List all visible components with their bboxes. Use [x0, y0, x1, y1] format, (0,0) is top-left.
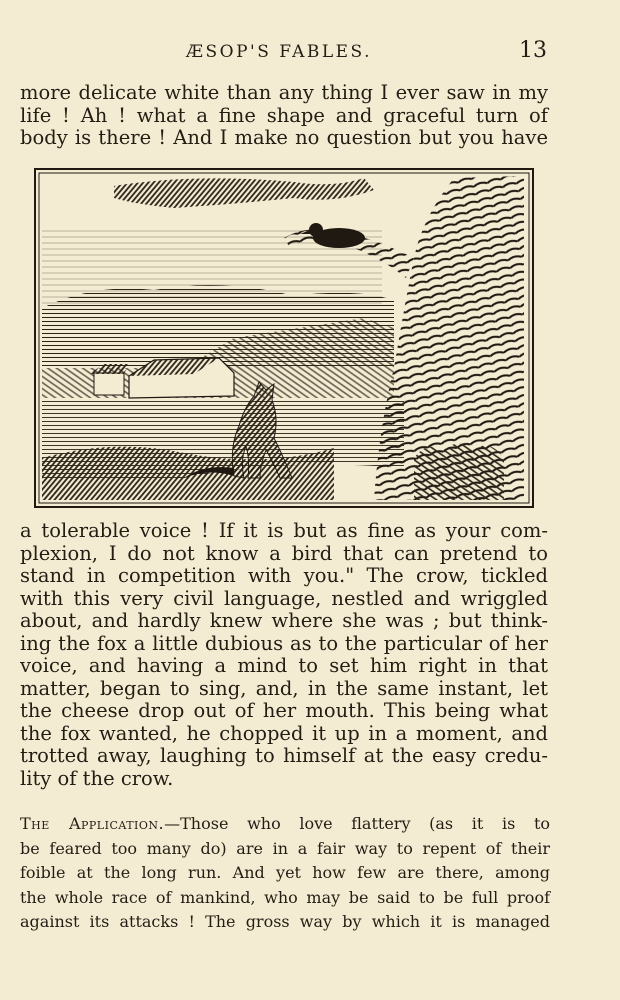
text-line: the cheese drop out of her mouth. This being what: [20, 699, 548, 722]
text-line: voice, and having a mind to set him right in that: [20, 654, 548, 677]
text-line: a tolerable voice ! If it is but as fine as your com-: [20, 519, 548, 542]
top-paragraph: [20, 82, 548, 150]
text-line: lity of the crow.: [20, 766, 174, 790]
text-line: be feared too many do) are in a fair way to repent of their: [20, 838, 550, 858]
text-line: the whole race of mankind, who may be said to be full proof: [20, 887, 550, 907]
text-line: against its attacks ! The gross way by which it is managed: [20, 912, 550, 931]
application-heading: The Application.: [20, 814, 165, 833]
text-line: life ! Ah ! what a fine shape and graceful turn of: [20, 103, 548, 127]
text-line: foible at the long run. And yet how few are there, among: [20, 863, 550, 882]
fox-and-crow-woodcut: [34, 168, 534, 508]
text-line: plexion, I do not know a bird that can pretend to: [20, 541, 548, 565]
application-first-line-text: —Those who love flattery (as it is to: [164, 814, 550, 833]
text-line: trotted away, laughing to himself at the easy credu-: [20, 744, 548, 767]
text-line: with this very civil language, nestled and wriggled: [20, 586, 548, 610]
body-paragraph: [20, 520, 548, 790]
text-line: stand in competition with you." The crow, tickled: [20, 564, 548, 587]
text-line: ing the fox a little dubious as to the particular of her: [20, 631, 548, 655]
text-line: body is there ! And I make no question but you have: [20, 126, 548, 149]
cottage: [89, 358, 234, 398]
text-line: more delicate white than any thing I ever saw in my: [20, 81, 548, 104]
running-title: ÆSOP'S FABLES.: [186, 42, 372, 62]
text-line: about, and hardly knew where she was ; but think-: [20, 609, 548, 632]
text-line: the fox wanted, he chopped it up in a moment, and: [20, 721, 548, 745]
text-line: matter, began to sing, and, in the same instant, let: [20, 676, 548, 700]
application-paragraph: [20, 812, 550, 935]
application-first-line: [20, 812, 550, 837]
page-number: 13: [519, 38, 547, 63]
running-header: [0, 38, 620, 66]
